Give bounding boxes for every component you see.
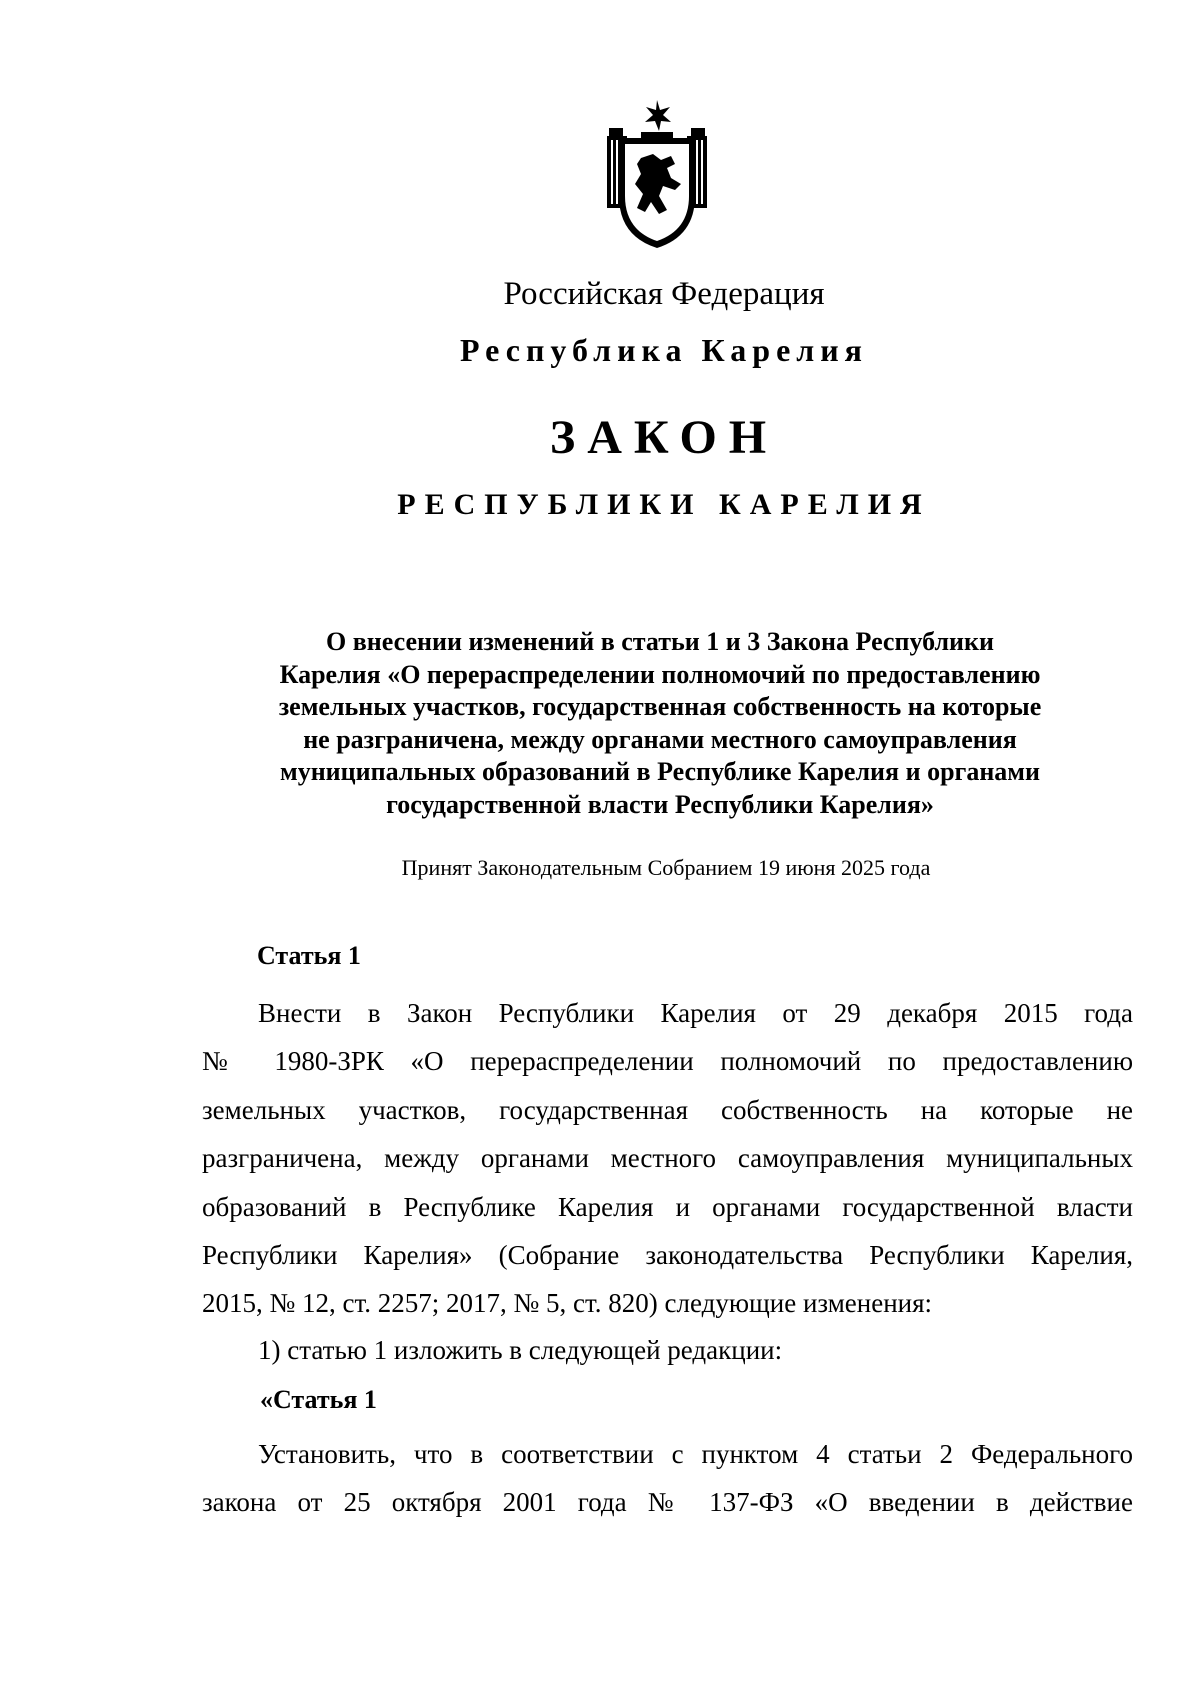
law-title-line: не разграничена, между органами местного самоуправления bbox=[303, 724, 1017, 754]
country-name: Российская Федерация bbox=[503, 276, 825, 312]
paragraph-line: образований в Республике Карелия и органами государственной власти bbox=[202, 1191, 1133, 1222]
document-issuer: РЕСПУБЛИКИ КАРЕЛИЯ bbox=[397, 488, 931, 521]
law-title-line: муниципальных образований в Республике Карелия и органами bbox=[279, 757, 1041, 786]
adoption-note: Принят Законодательным Собранием 19 июня 2025 года bbox=[401, 855, 931, 880]
law-title-line: государственной власти Республики Карелия» bbox=[386, 789, 934, 819]
region-name: Республика Карелия bbox=[460, 332, 868, 368]
paragraph-line: закона от 25 октября 2001 года № 137-ФЗ «О введении в действие bbox=[202, 1487, 1133, 1518]
paragraph-line: Республики Карелия» (Собрание законодательства Республики Карелия, bbox=[202, 1239, 1133, 1270]
paragraph-line: Внести в Закон Республики Карелия от 29 декабря 2015 года bbox=[258, 998, 1133, 1028]
amendment-item: 1) статью 1 изложить в следующей редакции: bbox=[258, 1335, 783, 1365]
law-title-line: Карелия «О перераспределении полномочий по предоставлению bbox=[279, 659, 1041, 689]
law-title bbox=[230, 626, 1090, 821]
paragraph-line: Установить, что в соответствии с пунктом 4 статьи 2 Федерального bbox=[258, 1439, 1133, 1469]
paragraph-line: 2015, № 12, ст. 2257; 2017, № 5, ст. 820) следующие изменения: bbox=[202, 1288, 933, 1319]
document-type: ЗАКОН bbox=[549, 411, 779, 464]
law-title-line: земельных участков, государственная собственность на которые bbox=[278, 692, 1042, 721]
quoted-paragraph bbox=[202, 1430, 1133, 1527]
quoted-article-heading: «Статья 1 bbox=[260, 1385, 377, 1414]
paragraph-line: № 1980-ЗРК «О перераспределении полномочий по предоставлению bbox=[202, 1046, 1133, 1077]
paragraph-line: земельных участков, государственная собственность на которые не bbox=[202, 1094, 1133, 1125]
karelia-coat-of-arms-icon bbox=[601, 98, 713, 250]
article-paragraph bbox=[202, 989, 1133, 1328]
article-heading: Статья 1 bbox=[257, 941, 361, 970]
law-title-line: О внесении изменений в статьи 1 и 3 Закона Республики bbox=[326, 627, 994, 656]
paragraph-line: разграничена, между органами местного самоуправления муниципальных bbox=[202, 1143, 1133, 1174]
